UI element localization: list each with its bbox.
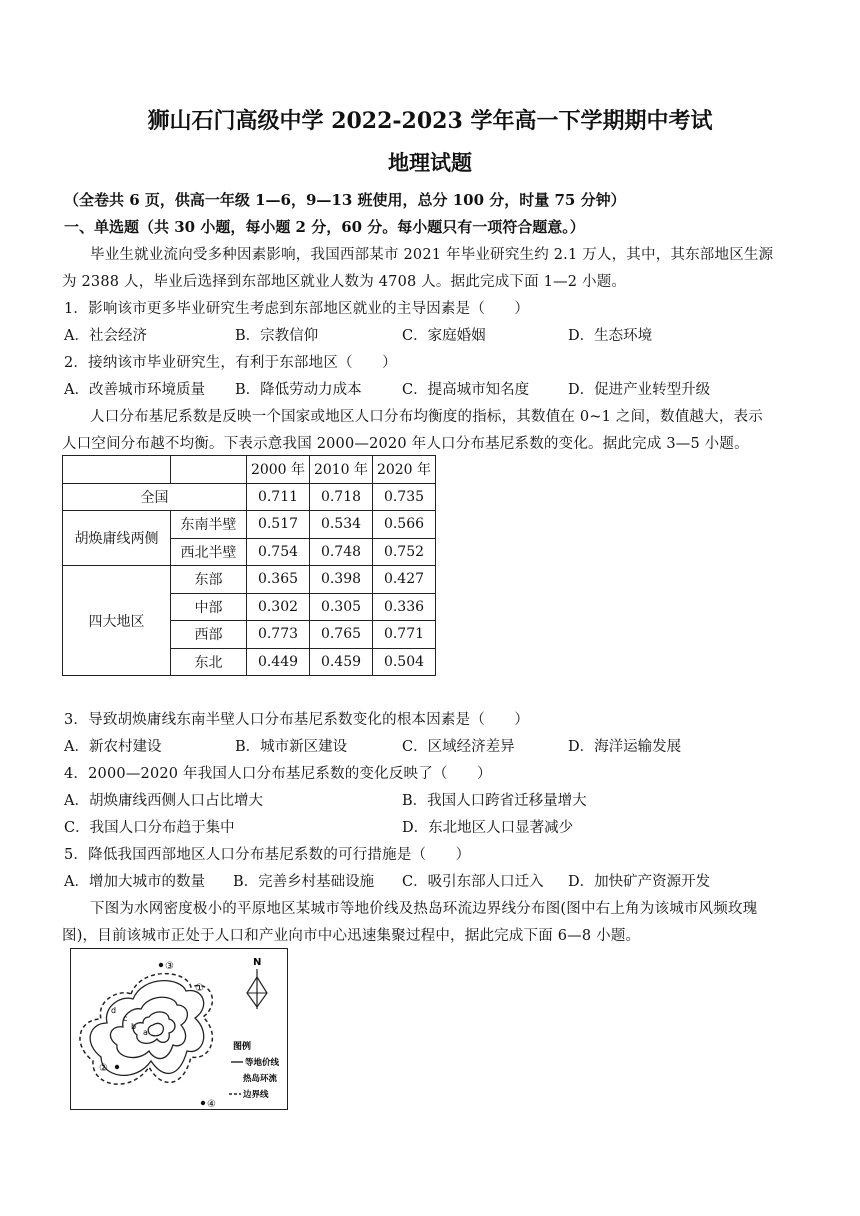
table-cell: 0.752 (373, 538, 436, 566)
table-cell: 0.365 (247, 566, 310, 594)
q3-stem: 3．导致胡焕庸线东南半壁人口分布基尼系数变化的根本因素是（ ） (64, 712, 530, 728)
q5-option-d[interactable]: D．加快矿产资源开发 (568, 874, 711, 890)
contour-line-a (148, 1023, 163, 1035)
map-svg (71, 949, 287, 1109)
row-label: 全国 (63, 483, 247, 511)
row-label: 东部 (171, 566, 247, 594)
table-cell: 0.398 (310, 566, 373, 594)
q2-option-b[interactable]: B．降低劳动力成本 (235, 382, 362, 398)
table-cell: 0.771 (373, 621, 436, 649)
q3-option-a[interactable]: A．新农村建设 (64, 739, 162, 755)
q4-option-a[interactable]: A．胡焕庸线西侧人口占比增大 (64, 793, 263, 809)
north-label: N (253, 957, 262, 968)
q4-option-c[interactable]: C．我国人口分布趋于集中 (64, 820, 235, 836)
table-cell: 0.449 (247, 648, 310, 676)
q1-option-d[interactable]: D．生态环境 (568, 328, 653, 344)
table-cell: 0.748 (310, 538, 373, 566)
table-cell: 0.459 (310, 648, 373, 676)
point-marker-2 (115, 1065, 119, 1069)
q1-option-c[interactable]: C．家庭婚姻 (402, 328, 486, 344)
table-cell: 0.305 (310, 593, 373, 621)
table-cell: 0.302 (247, 593, 310, 621)
point-marker-4 (201, 1101, 205, 1105)
passage2-line1: 人口分布基尼系数是反映一个国家或地区人口分布均衡度的指标，其数值在 0~1 之间，数值越大，表示 (90, 409, 763, 425)
q2-stem: 2．接纳该市毕业研究生，有利于东部地区（ ） (64, 355, 397, 371)
table-cell: 0.534 (310, 511, 373, 539)
table-cell: 0.718 (310, 483, 373, 511)
group-label: 胡焕庸线两侧 (63, 511, 171, 566)
exam-note: （全卷共 6 页，供高一年级 1—6，9—13 班使用，总分 100 分，时量 75 分钟） (64, 191, 626, 209)
table-row (63, 566, 436, 594)
q4-option-b[interactable]: B．我国人口跨省迁移量增大 (402, 793, 587, 809)
table-cell: 0.773 (247, 621, 310, 649)
table-row (63, 483, 436, 511)
q5-option-c[interactable]: C．吸引东部人口迁入 (402, 874, 544, 890)
row-label: 东北 (171, 648, 247, 676)
q2-option-c[interactable]: C．提高城市知名度 (402, 382, 530, 398)
row-label: 西部 (171, 621, 247, 649)
q4-option-d[interactable]: D．东北地区人口显著减少 (402, 820, 574, 836)
page-subtitle: 地理试题 (388, 150, 472, 175)
table-cell: 0.504 (373, 648, 436, 676)
table-cell: 0.711 (247, 483, 310, 511)
point-label-1: ① (195, 983, 204, 994)
legend-label-heat-a: 热岛环流 (243, 1074, 278, 1084)
point-marker-3 (159, 963, 163, 967)
table-row (63, 511, 436, 539)
passage1-line1: 毕业生就业流向受多种因素影响，我国西部某市 2021 年毕业研究生约 2.1 万人，其中，其东部地区生源 (90, 247, 774, 263)
passage1-line2: 为 2388 人，毕业后选择到东部地区就业人数为 4708 人。据此完成下面 1—2 小题。 (62, 274, 627, 290)
table-cell: 0.765 (310, 621, 373, 649)
table-corner (171, 456, 247, 484)
section-heading: 一、单选题（共 30 小题，每小题 2 分，60 分。每小题只有一项符合题意。） (64, 218, 585, 236)
point-label-2: ② (99, 1063, 108, 1074)
contour-line-b (133, 1012, 175, 1043)
passage3-line1: 下图为水网密度极小的平原地区某城市等地价线及热岛环流边界线分布图(图中右上角为该城市风频玫瑰 (90, 901, 758, 917)
contour-label-c: c (123, 1014, 128, 1023)
q1-option-b[interactable]: B．宗教信仰 (235, 328, 319, 344)
table-cell: 0.735 (373, 483, 436, 511)
row-label: 中部 (171, 593, 247, 621)
year-header: 2000 年 (247, 456, 310, 484)
q5-option-a[interactable]: A．增加大城市的数量 (64, 874, 205, 890)
page-title: 狮山石门高级中学 2022-2023 学年高一下学期期中考试 (147, 108, 713, 134)
q5-stem: 5．降低我国西部地区人口分布基尼系数的可行措施是（ ） (64, 847, 471, 863)
row-label: 东南半壁 (171, 511, 247, 539)
table-cell: 0.517 (247, 511, 310, 539)
q2-option-a[interactable]: A．改善城市环境质量 (64, 382, 205, 398)
contour-label-d: d (111, 1006, 117, 1015)
table-corner (63, 456, 171, 484)
q5-option-b[interactable]: B．完善乡村基础设施 (233, 874, 375, 890)
year-header: 2010 年 (310, 456, 373, 484)
land-price-map (70, 948, 288, 1110)
table-cell: 0.336 (373, 593, 436, 621)
q1-stem: 1．影响该市更多毕业研究生考虑到东部地区就业的主导因素是（ ） (64, 301, 530, 317)
table-header-row (63, 456, 436, 484)
table-cell: 0.566 (373, 511, 436, 539)
group-label: 四大地区 (63, 566, 171, 676)
contour-label-b: b (131, 1022, 137, 1031)
point-label-4: ④ (207, 1099, 216, 1109)
passage2-line2: 人口空间分布越不均衡。下表示意我国 2000—2020 年人口分布基尼系数的变化。据此完成 3—5 小题。 (62, 436, 749, 452)
passage3-line2: 图)，目前该城市正处于人口和产业向市中心迅速集聚过程中，据此完成下面 6—8 小题。 (62, 928, 641, 944)
q3-option-d[interactable]: D．海洋运输发展 (568, 739, 682, 755)
q3-option-c[interactable]: C．区域经济差异 (402, 739, 515, 755)
contour-label-a: a (143, 1028, 148, 1037)
year-header: 2020 年 (373, 456, 436, 484)
row-label: 西北半壁 (171, 538, 247, 566)
q3-option-b[interactable]: B．城市新区建设 (235, 739, 348, 755)
gini-table (62, 455, 436, 676)
legend-label-heat-b: 边界线 (243, 1090, 269, 1100)
point-label-3: ③ (165, 961, 174, 972)
legend-title: 图例 (233, 1042, 252, 1052)
table-cell: 0.754 (247, 538, 310, 566)
table-cell: 0.427 (373, 566, 436, 594)
q4-stem: 4．2000—2020 年我国人口分布基尼系数的变化反映了（ ） (64, 766, 492, 782)
q2-option-d[interactable]: D．促进产业转型升级 (568, 382, 711, 398)
legend-label-price: 等地价线 (245, 1058, 280, 1068)
q1-option-a[interactable]: A．社会经济 (64, 328, 147, 344)
